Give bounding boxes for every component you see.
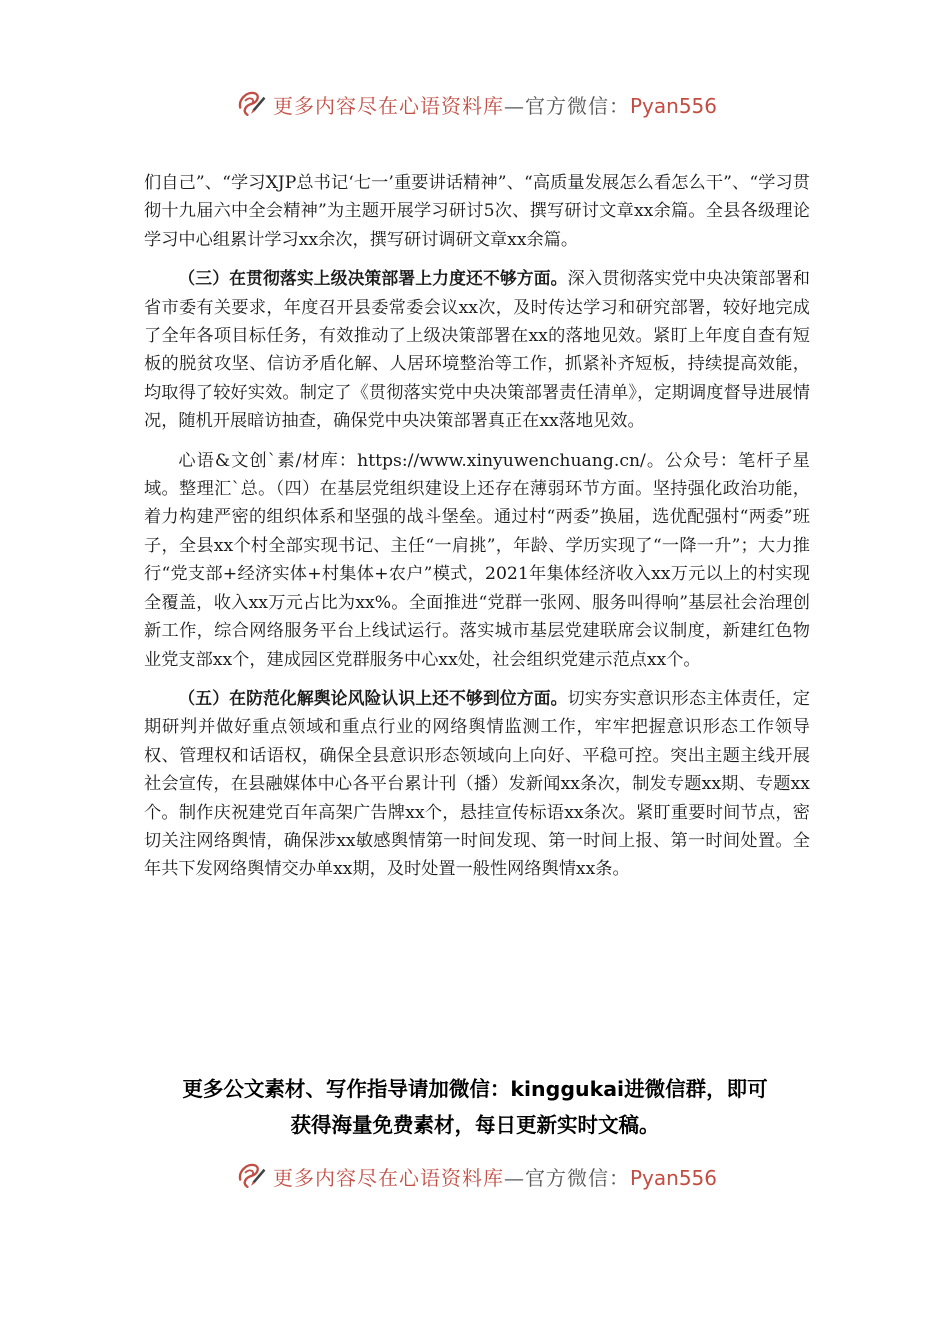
promo-block [100, 1071, 850, 1143]
banner-text [273, 1162, 717, 1191]
document-body [144, 168, 810, 884]
paragraph-4 [144, 684, 810, 884]
promo-line-1: 更多公文素材、写作指导请加微信：kinggukai进微信群，即可 [182, 1077, 768, 1101]
paragraph-2 [144, 264, 810, 435]
paragraph-heading: （五）在防范化解舆论风险认识上还不够到位方面。 [178, 687, 568, 708]
banner-text [273, 90, 717, 119]
paragraph-1 [144, 168, 810, 254]
paragraph-3 [144, 446, 810, 674]
paragraph-text: 深入贯彻落实党中央决策部署和省市委有关要求，年度召开县委常委会议xx次，及时传达学习和研究部署，较好地完成了全年各项目标任务，有效推动了上级决策部署在xx的落地见效。紧盯上年度自查有短板的脱贫攻坚、信访矛盾化解、人居环境整治等工作，抓紧补齐短板，持续提高效能，均取得了较好实效。制定了《贯彻落实党中央决策部署责任清单》，定期调度督导进展情况，随机开展暗访抽查，确保党中央决策部署真正在xx落地见效。 [144, 269, 810, 432]
banner-title: 更多内容尽在心语资料库 [272, 1165, 504, 1190]
banner-dash-label: —官方微信： [503, 1165, 630, 1190]
paragraph-heading: （三）在贯彻落实上级决策部署上力度还不够方面。 [178, 268, 568, 289]
paragraph-text: 们自己”、“学习XJP总书记‘七一’重要讲话精神”、“高质量发展怎么看怎么干”、“学习贯彻十九届六中全会精神”为主题开展学习研讨5次、撰写研讨文章xx余篇。全县各级理论学习中心组累计学习xx余次，撰写研讨调研文章xx余篇。 [144, 173, 810, 250]
banner-wechat-id: Pyan556 [629, 1165, 717, 1190]
paragraph-text: 心语&文创`素/材库：https://www.xinyuwenchuang.cn/。公众号：笔杆子星域。整理汇`总。（四）在基层党组织建设上还存在薄弱环节方面。坚持强化政治功能，着力构建严密的组织体系和坚强的战斗堡垒。通过村“两委”换届，选优配强村“两委”班子，全县xx个村全部实现书记、主任“一肩挑”，年龄、学历实现了“一降一升”；大力推行“党支部+经济实体+村集体+农户”模式，2021年集体经济收入xx万元以上的村实现全覆盖，收入xx万元占比为xx%。全面推进“党群一张网、服务叫得响”基层社会治理创新工作，综合网络服务平台上线试运行。落实城市基层党建联席会议制度，新建红色物业党支部xx个，建成园区党群服务中心xx处，社会组织党建示范点xx个。 [144, 450, 810, 670]
paragraph-text: 切实夯实意识形态主体责任，定期研判并做好重点领域和重点行业的网络舆情监测工作，牢牢把握意识形态工作领导权、管理权和话语权，确保全县意识形态领域向上向好、平稳可控。突出主题主线开展社会宣传，在县融媒体中心各平台累计刊（播）发新闻xx条次，制发专题xx期、专题xx个。制作庆祝建党百年高架广告牌xx个，悬挂宣传标语xx条次。紧盯重要时间节点，密切关注网络舆情，确保涉xx敏感舆情第一时间发现、第一时间上报、第一时间处置。全年共下发网络舆情交办单xx期，及时处置一般性网络舆情xx条。 [144, 688, 810, 880]
pen-signature-logo-icon [233, 86, 269, 122]
header-banner [0, 84, 950, 124]
banner-title: 更多内容尽在心语资料库 [272, 93, 504, 118]
promo-line-2: 获得海量免费素材，每日更新实时文稿。 [290, 1113, 660, 1137]
footer-banner [0, 1156, 950, 1196]
banner-dash-label: —官方微信： [503, 93, 630, 118]
banner-wechat-id: Pyan556 [629, 93, 717, 118]
pen-signature-logo-icon [233, 1158, 269, 1194]
